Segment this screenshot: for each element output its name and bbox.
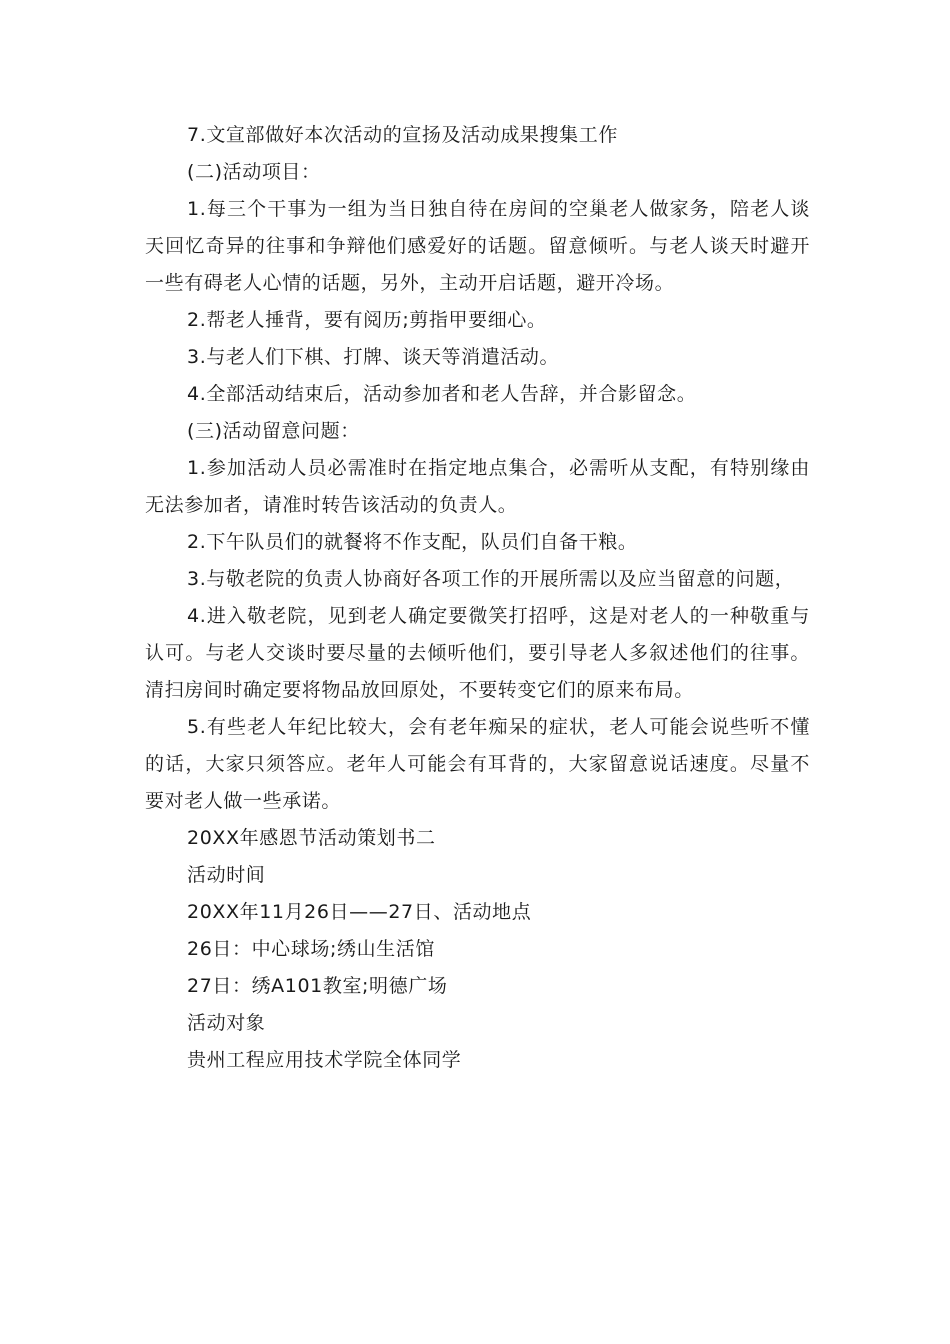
paragraph-note-5-elderly-care: 5.有些老人年纪比较大，会有老年痴呆的症状，老人可能会说些听不懂的话，大家只须答应。老年人可能会有耳背的，大家留意说话速度。尽量不要对老人做一些承诺。 [145, 716, 810, 812]
paragraph-note-4-respect: 4.进入敬老院，见到老人确定要微笑打招呼，这是对老人的一种敬重与认可。与老人交谈时要尽量的去倾听他们，要引导老人多叙述他们的往事。 清扫房间时确定要将物品放回原处，不要转变它们的原来布局。 [145, 605, 810, 701]
document-subtitle-plan-two: 20XX年感恩节活动策划书二 [187, 827, 436, 849]
paragraph-item-1-housework: 1.每三个干事为一组为当日独自待在房间的空巢老人做家务，陪老人谈天回忆奇异的往事和争辩他们感爱好的话题。留意倾听。与老人谈天时避开一些有碍老人心情的话题，另外，主动开启话题，避开冷场。 [145, 198, 810, 294]
label-activity-time: 活动时间 [187, 864, 266, 886]
paragraph-item-4-farewell: 4.全部活动结束后，活动参加者和老人告辞，并合影留念。 [187, 383, 697, 405]
paragraph-item-2-back-massage: 2.帮老人捶背，要有阅历;剪指甲要细心。 [187, 309, 547, 331]
paragraph-note-1-assembly: 1.参加活动人员必需准时在指定地点集合，必需听从支配，有特别缘由无法参加者，请准时转告该活动的负责人。 [145, 457, 810, 516]
label-activity-target: 活动对象 [187, 1012, 266, 1034]
paragraph-publicity-task: 7.文宣部做好本次活动的宣扬及活动成果搜集工作 [187, 124, 618, 146]
value-activity-dates: 20XX年11月26日——27日、活动地点 [187, 901, 532, 923]
paragraph-item-3-games: 3.与老人们下棋、打牌、谈天等消遣活动。 [187, 346, 560, 368]
paragraph-note-3-coordination: 3.与敬老院的负责人协商好各项工作的开展所需以及应当留意的问题， [187, 568, 795, 590]
paragraph-note-2-meals: 2.下午队员们的就餐将不作支配，队员们自备干粮。 [187, 531, 638, 553]
section-heading-activity-items: (二)活动项目： [187, 161, 321, 183]
value-location-day-26: 26日：中心球场;绣山生活馆 [187, 938, 435, 960]
document-page [145, 117, 810, 1079]
value-activity-target: 贵州工程应用技术学院全体同学 [187, 1049, 462, 1071]
section-heading-notes: (三)活动留意问题： [187, 420, 360, 442]
value-location-day-27: 27日：绣A101教室;明德广场 [187, 975, 448, 997]
